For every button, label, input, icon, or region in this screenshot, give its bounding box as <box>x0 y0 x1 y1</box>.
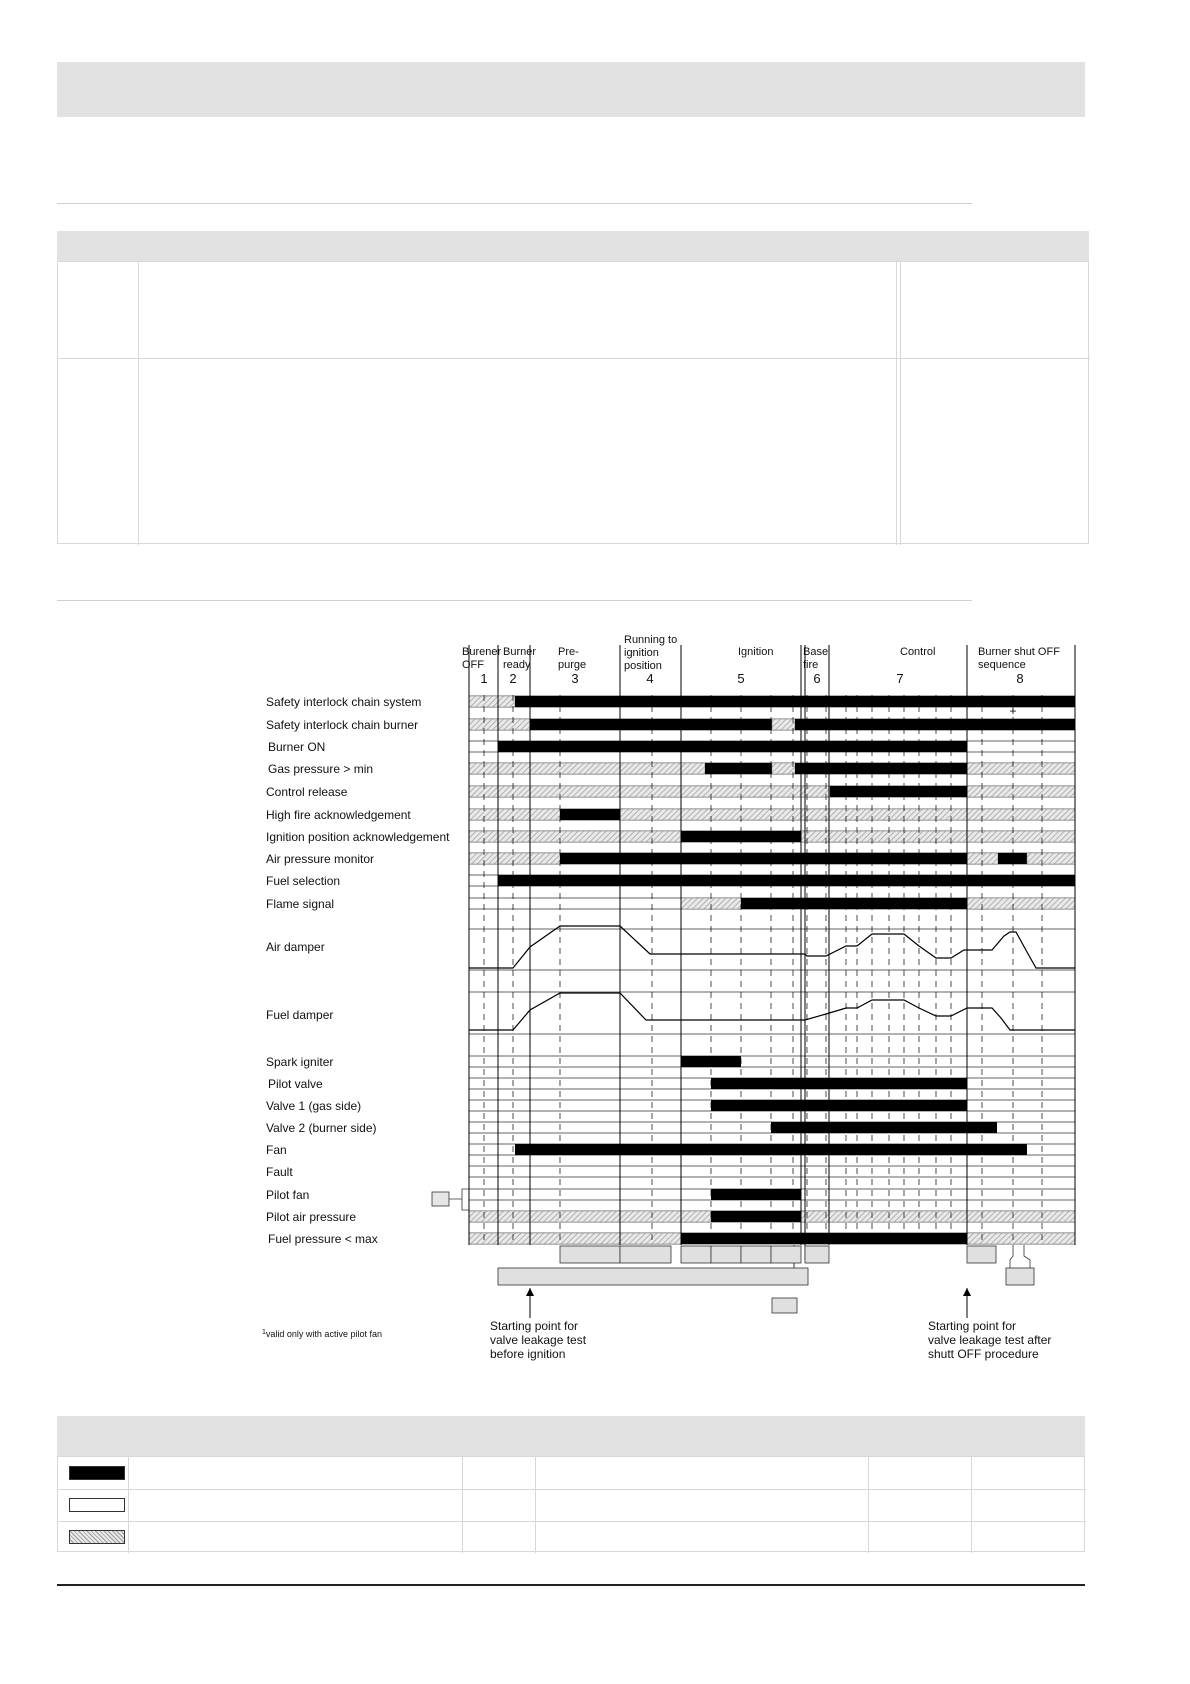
phase-1-number: 1 <box>480 671 488 686</box>
signal-label: High fire acknowledgement <box>266 808 411 822</box>
signal-undefined-bar <box>469 786 830 797</box>
signal-active-bar <box>711 1211 801 1222</box>
start-point-before-ignition: Starting point for valve leakage test before ignition <box>490 1319 587 1361</box>
signal-undefined-bar <box>772 719 795 730</box>
footnote-bracket <box>462 1199 469 1210</box>
signal-active-bar <box>515 696 1075 707</box>
phase-5-number: 5 <box>737 671 745 686</box>
signal-undefined-bar <box>967 853 998 864</box>
phase-6-label: Base fire <box>803 646 829 671</box>
signal-active-bar <box>681 1233 967 1244</box>
signal-active-bar <box>711 1100 967 1111</box>
signal-undefined-bar <box>469 1211 711 1222</box>
signal-undefined-bar <box>469 763 705 774</box>
arrow-after-shutoff-head <box>963 1288 971 1296</box>
signal-undefined-bar <box>469 696 515 707</box>
arrow-before-ignition-head <box>526 1288 534 1296</box>
signal-label: Control release <box>266 785 348 799</box>
signal-label: Ignition position acknowledgement <box>266 830 450 844</box>
signal-label: Fan <box>266 1143 287 1157</box>
footer-rule <box>57 1584 1085 1586</box>
signal-undefined-bar <box>469 809 560 820</box>
legend-swatch-inactive <box>69 1498 125 1512</box>
time-t12-box <box>967 1246 996 1263</box>
time-t6-box <box>681 1246 711 1263</box>
time-t7-box <box>711 1246 741 1263</box>
start-point-after-shutoff: Starting point for valve leakage test after shutt OFF procedure <box>928 1319 1052 1361</box>
time-t5-box <box>560 1246 620 1263</box>
phase-1-label: Burener OFF <box>462 646 502 671</box>
legend-swatch-undefined <box>69 1530 125 1544</box>
signal-undefined-bar <box>620 809 1075 820</box>
signal-label: Fuel pressure < max <box>268 1232 378 1246</box>
phase-8-number: 8 <box>1016 671 1024 686</box>
signal-label: Pilot valve <box>268 1077 323 1091</box>
signal-undefined-bar <box>469 719 530 730</box>
time-t8-box <box>741 1246 771 1263</box>
signal-undefined-bar <box>967 786 1075 797</box>
signal-active-bar <box>498 875 1075 886</box>
signal-undefined-bar <box>967 1233 1075 1244</box>
signal-label: Fuel selection <box>266 874 341 888</box>
time-t9-box <box>771 1246 801 1263</box>
signal-active-bar <box>705 763 772 774</box>
legend-header-bar <box>57 1416 1085 1456</box>
signal-label: Gas pressure > min <box>268 762 374 776</box>
phase-4-number: 4 <box>646 671 654 686</box>
signal-active-bar <box>498 741 967 752</box>
time-t11-box <box>805 1246 829 1263</box>
signal-active-bar <box>711 1189 801 1200</box>
signal-active-bar <box>998 853 1027 864</box>
phase-2-label: Burner ready <box>503 646 537 671</box>
signal-label: Valve 1 (gas side) <box>266 1099 362 1113</box>
phase-7-number: 7 <box>896 671 904 686</box>
legend-row-divider-1 <box>58 1489 1086 1490</box>
signal-active-bar <box>560 809 620 820</box>
signal-undefined-bar <box>469 831 681 842</box>
time-t22-box <box>498 1268 808 1285</box>
signal-active-bar <box>795 763 967 774</box>
signal-label: Fault <box>266 1165 293 1179</box>
phase-7-label: Control <box>900 646 936 658</box>
legend-col-3 <box>535 1457 536 1553</box>
signal-undefined-bar <box>1027 853 1075 864</box>
footnote: $^1$valid only with active pilot fan <box>262 1329 382 1339</box>
signal-label: Spark igniter <box>266 1055 334 1069</box>
signal-undefined-bar <box>801 831 1075 842</box>
legend-col-4 <box>868 1457 869 1553</box>
signal-label: Pilot air pressure <box>266 1210 357 1224</box>
footnote-marker-box <box>432 1192 449 1206</box>
signal-label: Fuel damper <box>266 1008 334 1022</box>
phase-5-label: Ignition <box>738 646 774 658</box>
phase-4-label: Running to ignition position <box>624 634 678 672</box>
phase-3-label: Pre-purge <box>558 646 587 671</box>
legend-row-divider-2 <box>58 1521 1086 1522</box>
phase-2-number: 2 <box>509 671 517 686</box>
legend-table <box>57 1456 1085 1552</box>
fuel-damper-curve <box>469 993 1075 1030</box>
signal-label: Safety interlock chain system <box>266 695 422 709</box>
signal-label: Safety interlock chain burner <box>266 718 419 732</box>
signal-active-bar <box>711 1078 967 1089</box>
signal-undefined-bar <box>967 763 1075 774</box>
phase-8-label: Burner shut OFF sequence <box>978 646 1060 671</box>
t13-connector <box>1010 1245 1013 1268</box>
signal-undefined-bar <box>801 1211 1075 1222</box>
signal-label: Air damper <box>266 940 325 954</box>
signal-undefined-bar <box>469 1233 681 1244</box>
signal-label: Pilot fan <box>266 1188 310 1202</box>
time-t4-box <box>620 1246 671 1263</box>
signal-undefined-bar <box>772 763 795 774</box>
cross-mark: + <box>1009 704 1017 718</box>
t13-connector <box>1024 1245 1030 1268</box>
signal-undefined-bar <box>469 853 560 864</box>
signal-undefined-bar <box>967 898 1075 909</box>
signal-active-bar <box>530 719 772 730</box>
signal-active-bar <box>830 786 967 797</box>
signal-active-bar <box>741 898 967 909</box>
phase-6-number: 6 <box>813 671 821 686</box>
signal-label: Burner ON <box>268 740 326 754</box>
legend-col-1 <box>128 1457 129 1553</box>
legend-swatch-active <box>69 1466 125 1480</box>
signal-label: Flame signal <box>266 897 335 911</box>
footnote-bracket <box>449 1189 469 1199</box>
legend-col-5 <box>971 1457 972 1553</box>
signal-active-bar <box>795 719 1075 730</box>
time-t23-box <box>772 1298 797 1313</box>
legend-col-2 <box>462 1457 463 1553</box>
phase-3-number: 3 <box>571 671 579 686</box>
signal-label: Valve 2 (burner side) <box>266 1121 377 1135</box>
signal-active-bar <box>560 853 967 864</box>
signal-label: Air pressure monitor <box>266 852 375 866</box>
time-t13-box <box>1006 1268 1034 1285</box>
